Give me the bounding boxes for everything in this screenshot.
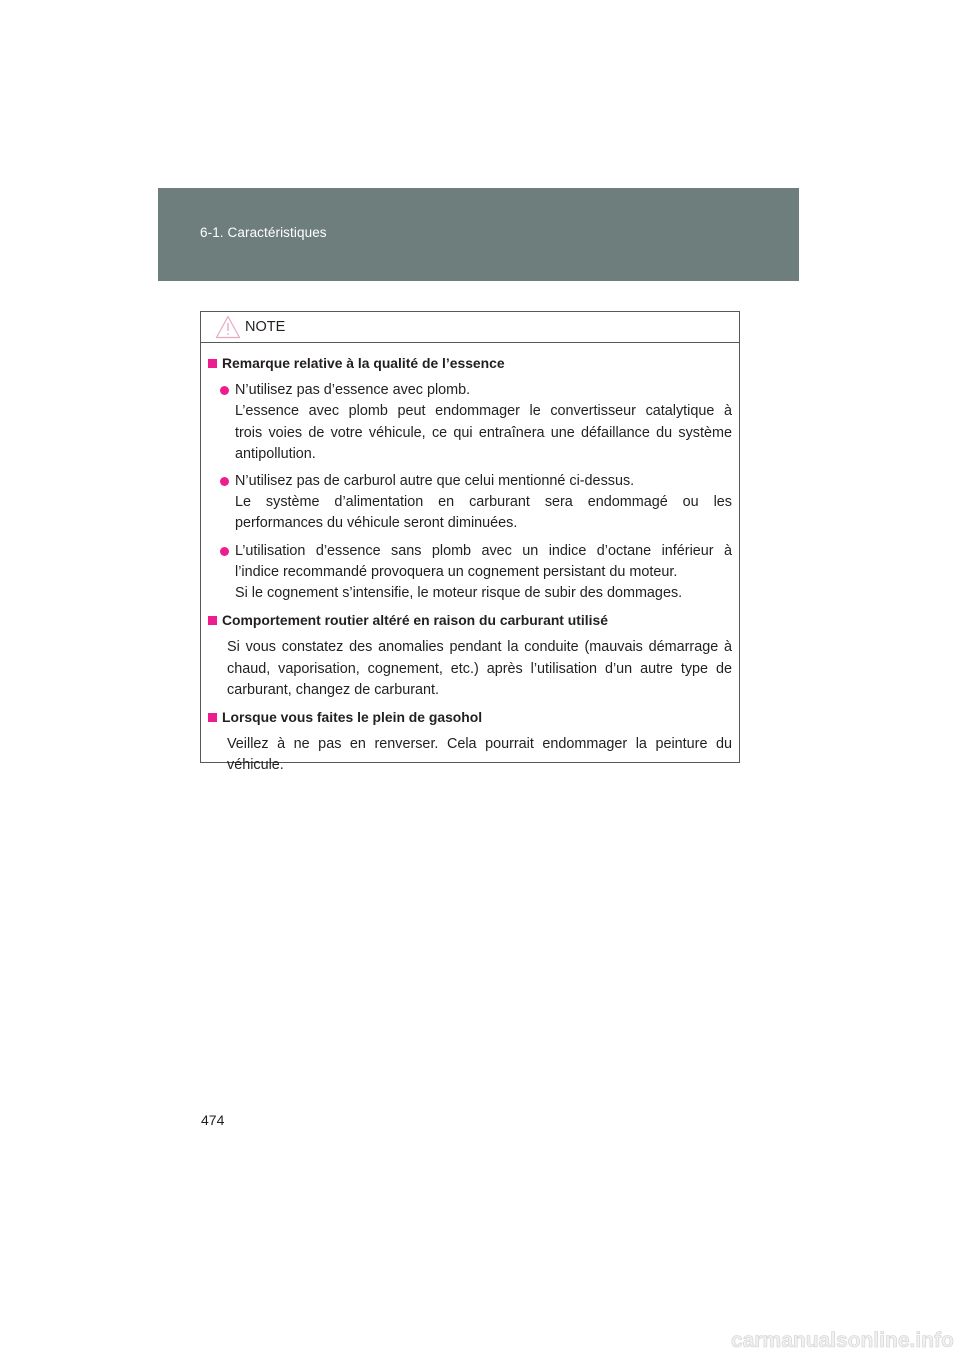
list-item-text	[235, 541, 732, 605]
text-line: Le système d’alimentation en carburant sera endommagé ou les	[235, 494, 732, 511]
text-line: Si vous constatez des anomalies pendant la conduite (mauvais démarrage à	[227, 639, 732, 656]
note-header	[201, 312, 739, 343]
list-item	[220, 541, 732, 605]
circle-bullet-icon	[220, 386, 229, 395]
text-line: Veillez à ne pas en renverser. Cela pourrait endommager la peinture du	[227, 736, 732, 753]
circle-bullet-icon	[220, 547, 229, 556]
note-box	[200, 311, 740, 774]
circle-bullet-icon	[220, 477, 229, 486]
square-bullet-icon	[208, 616, 217, 625]
paragraph	[227, 637, 732, 701]
page-number: 474	[201, 1112, 225, 1128]
paragraph	[227, 734, 732, 776]
text-line: l’indice recommandé provoquera un cognement persistant du moteur.	[235, 563, 678, 580]
text-line: antipollution.	[235, 445, 316, 462]
text-line: trois voies de votre véhicule, ce qui entraînera une défaillance du système	[235, 424, 732, 441]
watermark-logo	[727, 1323, 957, 1357]
text-line: L’utilisation d’essence sans plomb avec un indice d’octane inférieur à	[235, 542, 732, 559]
text-line: N’utilisez pas d’essence avec plomb.	[235, 382, 471, 399]
note-label: NOTE	[245, 319, 286, 335]
section-heading	[208, 353, 732, 374]
text-line: carburant, changez de carburant.	[227, 681, 439, 698]
list-item-text	[235, 380, 732, 465]
section-heading-text: Remarque relative à la qualité de l’essence	[222, 355, 505, 371]
watermark-text: carmanualsonline.info	[731, 1329, 954, 1352]
text-line: L’essence avec plomb peut endommager le convertisseur catalytique à	[235, 403, 732, 420]
square-bullet-icon	[208, 359, 217, 368]
section-heading-text: Lorsque vous faites le plein de gasohol	[222, 709, 483, 726]
section-title: 6-1. Caractéristiques	[200, 225, 327, 240]
section-header-band	[158, 188, 799, 281]
text-line: performances du véhicule seront diminuées.	[235, 515, 518, 532]
section-heading-text: Comportement routier altéré en raison du carburant utilisé	[222, 612, 608, 629]
text-line: chaud, vaporisation, cognement, etc.) après l’utilisation d’un autre type de	[227, 660, 732, 677]
list-item	[220, 471, 732, 535]
warning-triangle-icon	[215, 315, 241, 339]
square-bullet-icon	[208, 713, 217, 722]
text-line: Si le cognement s’intensifie, le moteur risque de subir des dommages.	[235, 585, 683, 602]
note-body	[201, 343, 739, 777]
section-heading	[208, 707, 732, 728]
list-item	[220, 380, 732, 465]
section-heading	[208, 610, 732, 631]
text-line: N’utilisez pas de carburol autre que celui mentionné ci-dessus.	[235, 473, 635, 490]
list-item-text	[235, 471, 732, 535]
text-line: véhicule.	[227, 757, 284, 774]
